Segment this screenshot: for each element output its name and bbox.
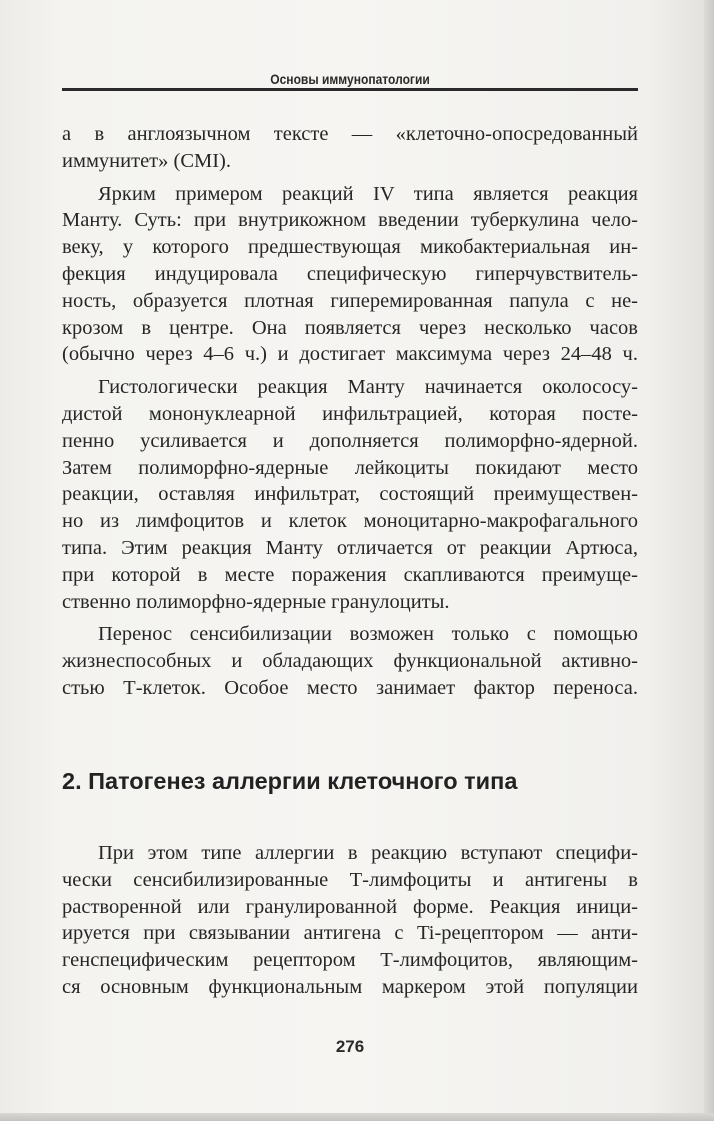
text-line: типа. Этим реакция Манту отличается от реакции Артюса, <box>62 536 638 559</box>
paragraph <box>62 840 638 1001</box>
text-line: реакции, оставляя инфильтрат, состоящий преимуществен- <box>62 483 638 506</box>
body-text-bottom <box>62 840 638 1001</box>
text-line: ируется при связывании антигена с Ti-рецептором — анти- <box>62 922 638 945</box>
text-line: крозом в центре. Она появляется через несколько часов <box>62 316 638 339</box>
page-edge-bottom <box>0 1113 714 1121</box>
body-text-top <box>62 121 638 702</box>
paragraph <box>62 181 638 369</box>
text-line: Ярким примером реакций IV типа является реакция <box>98 182 638 205</box>
text-line: жизнеспособных и обладающих функциональной активно- <box>62 650 638 673</box>
section-heading: 2. Патогенез аллергии клеточного типа <box>62 768 518 794</box>
text-line: Гистологически реакция Манту начинается околососу- <box>98 376 638 399</box>
header-rule <box>62 88 638 91</box>
text-line: стью Т-клеток. Особое место занимает фактор переноса. <box>62 676 638 699</box>
text-line: а в англоязычном тексте — «клеточно-опосредованный <box>62 123 638 145</box>
text-line: растворенной или гранулированной форме. Реакция иници- <box>62 895 638 918</box>
text-line: ность, образуется плотная гиперемированная папула с не- <box>62 289 638 312</box>
text-line: дистой мононуклеарной инфильтрацией, которая посте- <box>62 402 638 425</box>
text-line: но из лимфоцитов и клеток моноцитарно-макрофагального <box>62 510 638 533</box>
text-line: ственно полиморфно-ядерные гранулоциты. <box>62 590 450 613</box>
page-edge-right <box>704 0 714 1121</box>
text-line: генспецифическим рецептором Т-лимфоцитов, являющим- <box>62 949 638 972</box>
paragraph <box>62 621 638 701</box>
text-line: Манту. Суть: при внутрикожном введении туберкулина чело- <box>62 209 638 232</box>
text-line: Затем полиморфно-ядерные лейкоциты покидают место <box>62 456 638 479</box>
text-line: фекция индуцировала специфическую гиперчувствитель- <box>62 262 638 285</box>
text-line: веку, у которого предшествующая микобактериальная ин- <box>62 236 638 259</box>
page-number: 276 <box>335 1037 365 1056</box>
text-line: (обычно через 4–6 ч.) и достигает максимума через 24–48 ч. <box>62 343 638 366</box>
running-title: Основы иммунопатологии <box>270 71 430 87</box>
text-line: чески сенсибилизированные Т-лимфоциты и антигены в <box>62 868 638 891</box>
text-line: Перенос сенсибилизации возможен только с помощью <box>98 623 638 646</box>
text-line: при которой в месте поражения скапливаются преимуще- <box>62 563 638 586</box>
text-line: ся основным функциональным маркером этой популяции <box>62 975 638 998</box>
paragraph <box>62 121 638 175</box>
text-line: При этом типе аллергии в реакцию вступают специфи- <box>98 842 638 864</box>
paragraph <box>62 374 638 615</box>
text-line: иммунитет» (CMI). <box>62 149 232 172</box>
text-line: пенно усиливается и дополняется полиморфно-ядерной. <box>62 429 638 452</box>
